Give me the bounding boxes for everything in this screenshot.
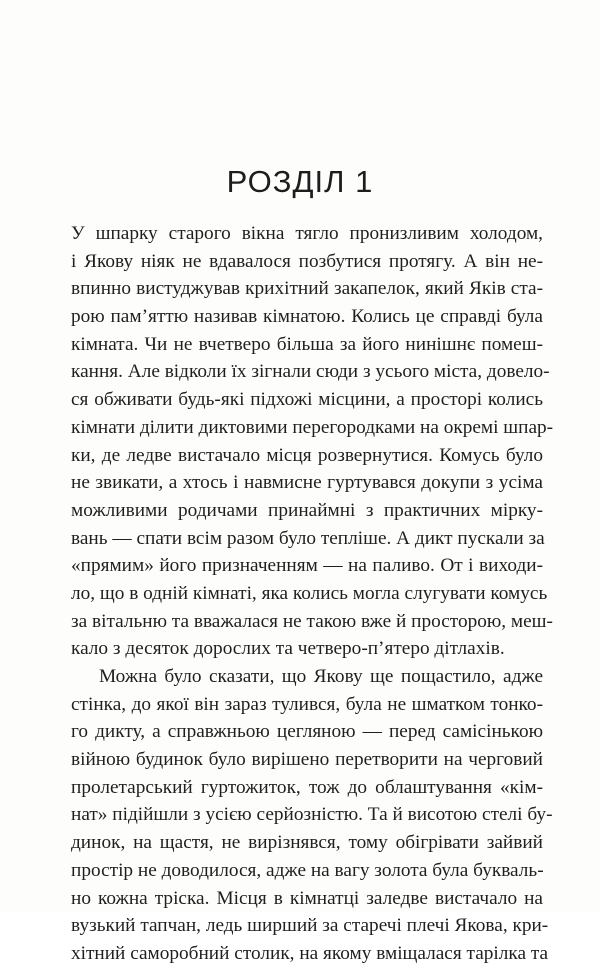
text-line: кімнати ділити диктовими перегородками на окремі шпар- (71, 416, 554, 438)
text-line: пролетарський гуртожиток, тож до облаштування «кім- (71, 776, 543, 798)
text-line: нат» підійшли з усією серйозністю. Та й висотою стелі бу- (71, 804, 553, 826)
text-line: ся обживати будь-які підхожі місцини, а просторі колись (71, 389, 543, 411)
text-line: но кожна тріска. Місця в кімнатці заледве вистачало на (71, 887, 543, 909)
text-line: за вітальню та вважалася не такою вже й просторою, меш- (71, 610, 553, 632)
text-line: і Якову ніяк не вдавалося позбутися протягу. А він не- (71, 250, 543, 272)
text-line: вузький тапчан, ледь ширший за старечі плечі Якова, кри- (71, 915, 549, 937)
text-line: Можна було сказати, що Якову ще пощастило, адже (99, 666, 543, 687)
chapter-body (71, 220, 554, 968)
chapter-title: РОЗДІЛ 1 (226, 164, 374, 199)
text-line: го дикту, а справжньою цегляною — перед самісінькою (71, 721, 543, 743)
text-line: війною будинок було вирішено перетворити на черговий (71, 749, 543, 771)
text-line: рою пам’яттю називав кімнатою. Колись це справді була (71, 306, 543, 328)
text-line: впинно вистуджував крихітний закапелок, який Яків ста- (71, 278, 543, 300)
text-line: кання. Але відколи їх зігнали сюди з усього міста, довело- (71, 361, 550, 383)
text-line: хітний саморобний столик, на якому вміщалася тарілка та (71, 942, 549, 964)
text-line: кімната. Чи не вчетверо більша за його нинішнє помеш- (71, 333, 543, 355)
text-line: У шпарку старого вікна тягло пронизливим холодом, (71, 223, 543, 244)
paragraph-1 (71, 220, 554, 663)
text-line: не звикати, а хтось і навмисне гуртувався докупи з усіма (71, 472, 543, 494)
text-line: ло, що в одній кімнаті, яка колись могла слугувати комусь (71, 582, 548, 604)
text-line: простір не доводилося, адже на вагу золота була букваль- (71, 859, 544, 881)
text-line: можливими родичами принаймні з практичних мірку- (71, 499, 543, 521)
paragraph-2 (71, 663, 553, 968)
text-line: «прямим» його призначенням — на паливо. От і виходи- (71, 555, 543, 577)
text-line: кало з десяток дорослих та четверо-п’ятеро дітлахів. (71, 638, 505, 660)
text-line: динок, на щастя, не вирізнявся, тому обігрівати зайвий (71, 832, 543, 854)
text-line: вань — спати всім разом було тепліше. А дикт пускали за (71, 527, 545, 549)
text-line: стінка, до якої він зараз тулився, була не шматком тонко- (71, 693, 543, 715)
text-line: ки, де ледве вистачало місця розвернутися. Комусь було (71, 444, 543, 466)
